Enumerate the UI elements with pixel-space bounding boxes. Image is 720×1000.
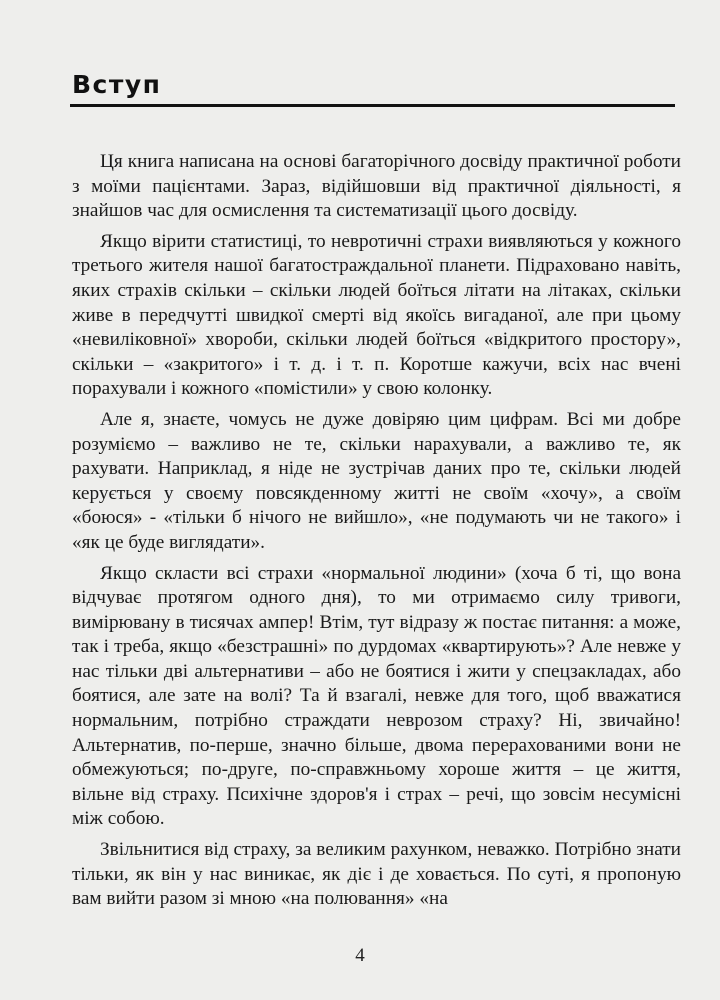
- chapter-title: Вступ: [72, 70, 162, 99]
- title-underline: [70, 104, 675, 107]
- body-text: [72, 150, 681, 912]
- paragraph: Якщо вірити статистиці, то невротичні страхи виявляються у кожного третього жителя нашої багатостраждальної планети. Підраховано навіть, яких страхів скільки – скільки людей боїться літати на літаках, скільки живе в передчутті швидкої смерті від якоїсь вигаданої, але при цьому «невиліковної» хвороби, скільки людей боїться «відкритого простору», скільки – «закритого» і т. д. і т. п. Коротше кажучи, всіх нас вчені порахували і кожного «помістили» у свою колонку.: [72, 230, 681, 400]
- paragraph: Якщо скласти всі страхи «нормальної людини» (хоча б ті, що вона відчуває протягом одного дня), то ми отримаємо силу тривоги, вимірювану в тисячах ампер! Втім, тут відразу ж постає питання: а може, так і треба, якщо «безстрашні» по дурдомах «квартирують»? Але невже у нас тільки дві альтернативи – або не боятися і жити у спецзакладах, або боятися, але зате на волі? Та й взагалі, невже для того, щоб вважатися нормальним, потрібно страждати неврозом страху? Ні, звичайно! Альтернатив, по-перше, значно більше, двома перерахованими вони не обмежуються; по-друге, по-справжньому хороше життя – це життя, вільне від страху. Психічне здоров'я і страх – речі, що зовсім несумісні між собою.: [72, 562, 681, 830]
- page-number: 4: [355, 945, 365, 966]
- paragraph: Ця книга написана на основі багаторічного досвіду практичної роботи з моїми пацієнтами. Зараз, відійшовши від практичної діяльності, я знайшов час для осмислення та систематизації цього досвіду.: [72, 151, 681, 222]
- paragraph: Але я, знаєте, чомусь не дуже довіряю цим цифрам. Всі ми добре розуміємо – важливо не те, скільки нарахували, а важливо те, як рахувати. Наприклад, я ніде не зустрічав даних про те, скільки людей керується у своєму повсякденному житті не своїм «хочу», а своїм «боюся» - «тільки б нічого не вийшло», «не подумають чи не такого» і «як це буде виглядати».: [72, 408, 681, 553]
- paragraph: Звільнитися від страху, за великим рахунком, неважко. Потрібно знати тільки, як він у нас виникає, як діє і де ховається. По суті, я пропоную вам вийти разом зі мною «на полювання» «на: [72, 839, 681, 910]
